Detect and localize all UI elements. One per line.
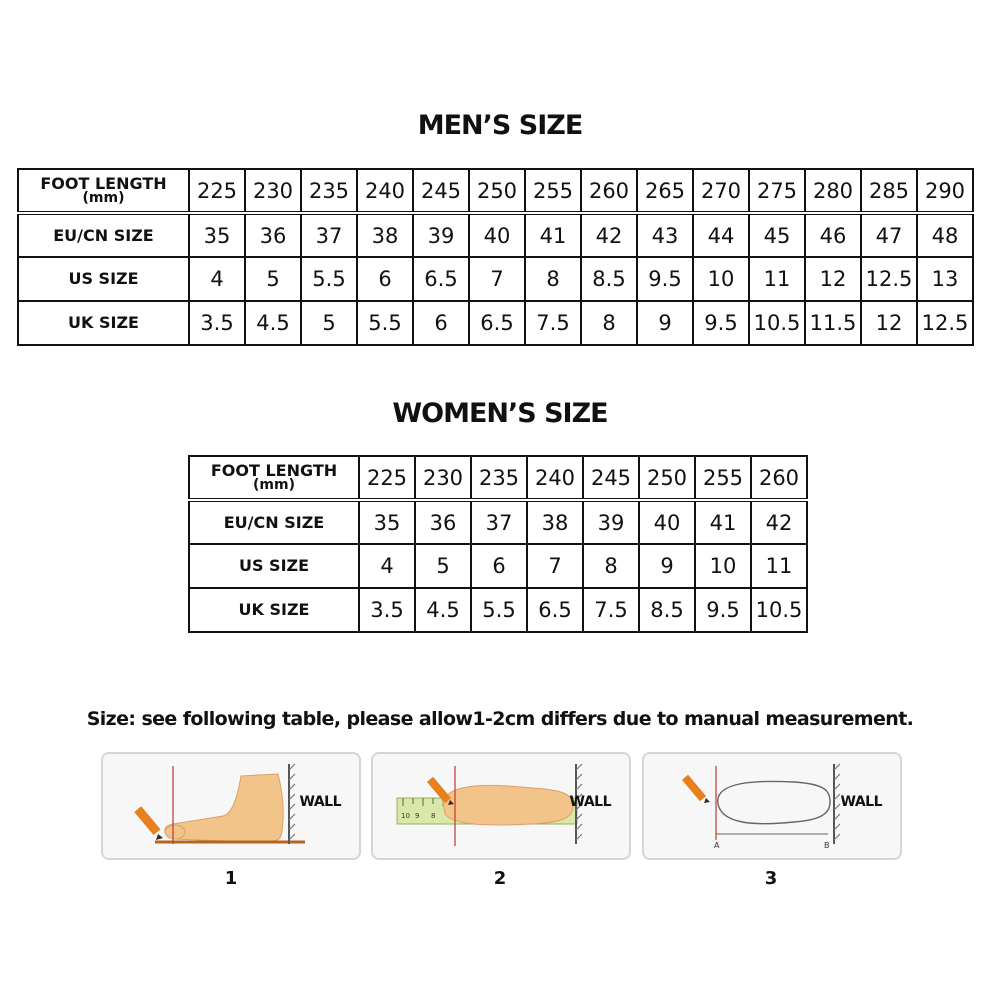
table-cell: 6 [471,544,527,588]
womens-size-title: WOMEN’S SIZE [392,398,608,429]
row-header-label: EU/CN SIZE [223,512,325,532]
table-cell: 5.5 [471,588,527,632]
step-3-illustration [642,752,902,860]
wall-label: WALL [299,794,341,810]
row-header [18,169,189,213]
row-header-label: UK SIZE [68,313,139,332]
row-header-unit: (mm) [82,189,125,206]
table-cell: 250 [639,456,695,500]
table-cell: 13 [917,257,973,301]
table-cell: 4 [189,257,245,301]
table-cell: 4.5 [415,588,471,632]
table-cell: 260 [751,456,807,500]
table-cell: 9.5 [695,588,751,632]
step-3-number: 3 [764,868,778,889]
step-1-number: 1 [224,868,238,889]
ruler-mark: 8 [431,812,436,820]
table-cell: 245 [413,169,469,213]
wall-icon [834,764,840,844]
row-header-label: FOOT LENGTH [40,173,167,193]
table-cell: 39 [413,213,469,257]
table-cell: 48 [917,213,973,257]
table-cell: 5 [415,544,471,588]
row-header-label: FOOT LENGTH [210,460,338,480]
row-header [189,588,359,632]
table-cell: 45 [749,213,805,257]
table-cell: 5.5 [301,257,357,301]
row-header-unit: (mm) [253,476,295,493]
table-cell: 42 [751,500,807,544]
table-cell: 3.5 [189,301,245,345]
table-cell: 290 [917,169,973,213]
table-cell: 37 [471,500,527,544]
table-cell: 37 [301,213,357,257]
ruler-mark: 9 [415,812,420,820]
table-cell: 8 [583,544,639,588]
foot-top-illustration [443,785,573,825]
table-cell: 260 [581,169,637,213]
table-cell: 38 [357,213,413,257]
table-cell: 6.5 [413,257,469,301]
wall-label: WALL [840,794,882,810]
table-cell: 8.5 [639,588,695,632]
row-header [189,456,359,500]
table-row [189,588,807,632]
mens-size-title: MEN’S SIZE [417,110,583,141]
table-cell: 35 [189,213,245,257]
table-cell: 11 [749,257,805,301]
table-cell: 7 [469,257,525,301]
table-cell: 12 [805,257,861,301]
step-1-illustration [101,752,361,860]
table-cell: 12.5 [861,257,917,301]
table-cell: 8 [525,257,581,301]
row-header-label: UK SIZE [238,600,310,619]
table-cell: 46 [805,213,861,257]
table-row [18,301,973,345]
table-cell: 47 [861,213,917,257]
table-cell: 5 [301,301,357,345]
table-cell: 280 [805,169,861,213]
table-cell: 4.5 [245,301,301,345]
table-cell: 10.5 [749,301,805,345]
table-cell: 6 [413,301,469,345]
table-cell: 230 [245,169,301,213]
table-cell: 270 [693,169,749,213]
row-header [189,500,359,544]
table-cell: 4 [359,544,415,588]
table-cell: 6.5 [469,301,525,345]
table-cell: 7.5 [525,301,581,345]
table-cell: 12.5 [917,301,973,345]
table-cell: 9.5 [637,257,693,301]
table-cell: 6 [357,257,413,301]
table-cell: 5 [245,257,301,301]
step-2-illustration [371,752,631,860]
table-cell: 235 [301,169,357,213]
table-cell: 11.5 [805,301,861,345]
table-cell: 35 [359,500,415,544]
table-cell: 265 [637,169,693,213]
table-cell: 275 [749,169,805,213]
table-cell: 6.5 [527,588,583,632]
table-cell: 9 [637,301,693,345]
table-cell: 9.5 [693,301,749,345]
table-cell: 10 [695,544,751,588]
row-header [18,213,189,257]
womens-size-table [188,455,808,633]
mens-size-table [17,168,974,346]
table-cell: 240 [357,169,413,213]
table-row [189,500,807,544]
pencil-icon [134,806,163,840]
table-cell: 225 [189,169,245,213]
table-cell: 36 [415,500,471,544]
row-header [18,257,189,301]
table-cell: 3.5 [359,588,415,632]
row-header-label: US SIZE [238,556,310,575]
table-cell: 10 [693,257,749,301]
table-row [189,544,807,588]
table-cell: 44 [693,213,749,257]
row-header [18,301,189,345]
wall-icon [289,764,295,844]
table-cell: 12 [861,301,917,345]
measurement-note: Size: see following table, please allow1-2cm differs due to manual measurement. [86,708,914,730]
table-cell: 8.5 [581,257,637,301]
table-cell: 38 [527,500,583,544]
table-row [189,456,807,500]
table-cell: 40 [639,500,695,544]
row-header [189,544,359,588]
table-cell: 39 [583,500,639,544]
table-cell: 7.5 [583,588,639,632]
wall-label: WALL [569,794,611,810]
table-cell: 40 [469,213,525,257]
table-row [18,169,973,213]
table-cell: 230 [415,456,471,500]
table-cell: 245 [583,456,639,500]
table-cell: 225 [359,456,415,500]
table-cell: 41 [695,500,751,544]
table-cell: 255 [695,456,751,500]
table-cell: 255 [525,169,581,213]
row-header-label: EU/CN SIZE [53,225,154,245]
table-cell: 41 [525,213,581,257]
table-cell: 285 [861,169,917,213]
table-cell: 9 [639,544,695,588]
table-cell: 5.5 [357,301,413,345]
table-row [18,257,973,301]
step-2-number: 2 [493,868,507,889]
table-cell: 235 [471,456,527,500]
table-cell: 42 [581,213,637,257]
table-cell: 43 [637,213,693,257]
table-cell: 7 [527,544,583,588]
row-header-label: US SIZE [68,269,139,288]
foot-side-illustration [165,774,283,842]
table-cell: 8 [581,301,637,345]
foot-outline [718,781,830,823]
table-cell: 10.5 [751,588,807,632]
ruler-mark: 10 [401,812,410,820]
table-cell: 36 [245,213,301,257]
point-a-label: A [714,841,720,850]
pencil-icon [682,775,710,803]
table-cell: 11 [751,544,807,588]
table-row [18,213,973,257]
table-cell: 250 [469,169,525,213]
table-cell: 240 [527,456,583,500]
point-b-label: B [824,841,830,850]
